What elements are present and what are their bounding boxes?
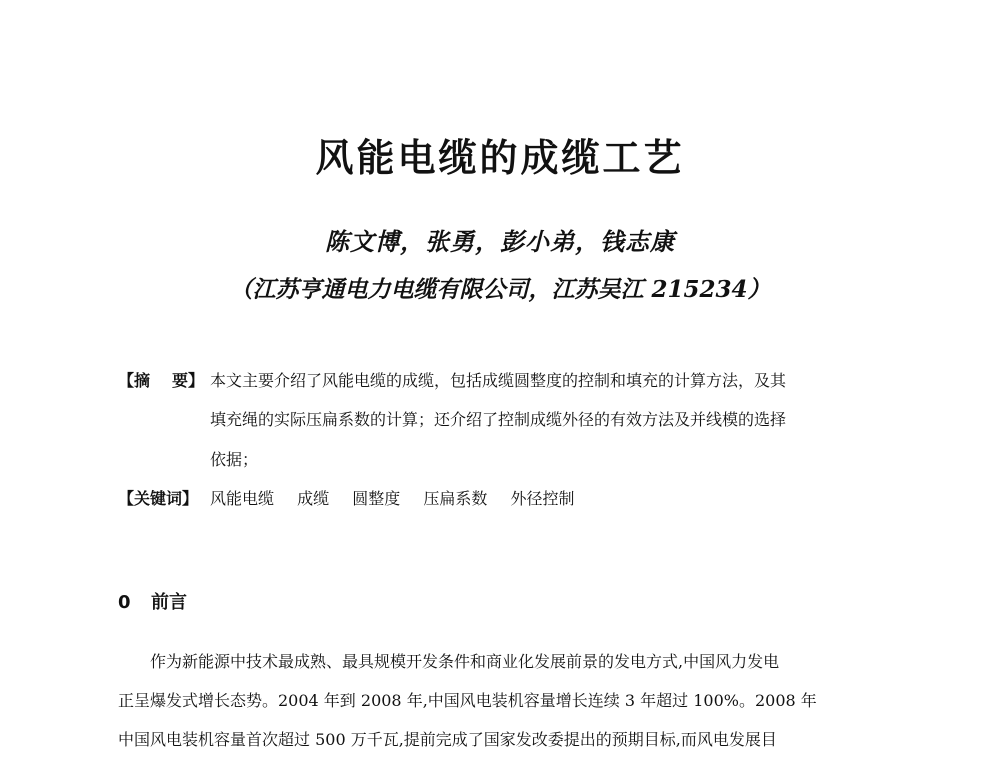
abstract-line: 本文主要介绍了风能电缆的成缆，包括成缆圆整度的控制和填充的计算方法，及其 bbox=[210, 371, 787, 390]
body-text-line: 作为新能源中技术最成熟、最具规模开发条件和商业化发展前景的发电方式,中国风力发电 bbox=[150, 652, 780, 671]
keyword: 外径控制 bbox=[510, 489, 575, 508]
section-title: 前言 bbox=[151, 592, 187, 613]
keyword: 圆整度 bbox=[352, 489, 401, 508]
keyword: 风能电缆 bbox=[210, 489, 275, 508]
body-text-line: 中国风电装机容量首次超过 500 万千瓦,提前完成了国家发改委提出的预期目标,而风电发展目 bbox=[118, 730, 777, 749]
keywords-label: 【关键词】 bbox=[118, 489, 199, 508]
abstract-label-right: 要】 bbox=[172, 371, 205, 390]
abstract-label-left: 【摘 bbox=[118, 371, 151, 390]
affiliation: （江苏亨通电力电缆有限公司，江苏吴江 215234） bbox=[229, 276, 771, 303]
paper-title: 风能电缆的成缆工艺 bbox=[315, 136, 685, 180]
keyword: 压扁系数 bbox=[423, 489, 488, 508]
section-heading bbox=[118, 588, 187, 618]
keywords-list bbox=[210, 485, 592, 513]
keyword: 成缆 bbox=[297, 489, 330, 508]
body-text-line: 正呈爆发式增长态势。2004 年到 2008 年,中国风电装机容量增长连续 3 年超过 100%。2008 年 bbox=[118, 691, 817, 710]
section-number: 0 bbox=[118, 592, 131, 613]
abstract-label bbox=[118, 367, 204, 395]
abstract-line: 填充绳的实际压扁系数的计算；还介绍了控制成缆外径的有效方法及并线模的选择 bbox=[210, 410, 787, 429]
abstract-line: 依据； bbox=[210, 450, 259, 469]
author-list: 陈文博，张勇，彭小弟，钱志康 bbox=[325, 227, 675, 256]
